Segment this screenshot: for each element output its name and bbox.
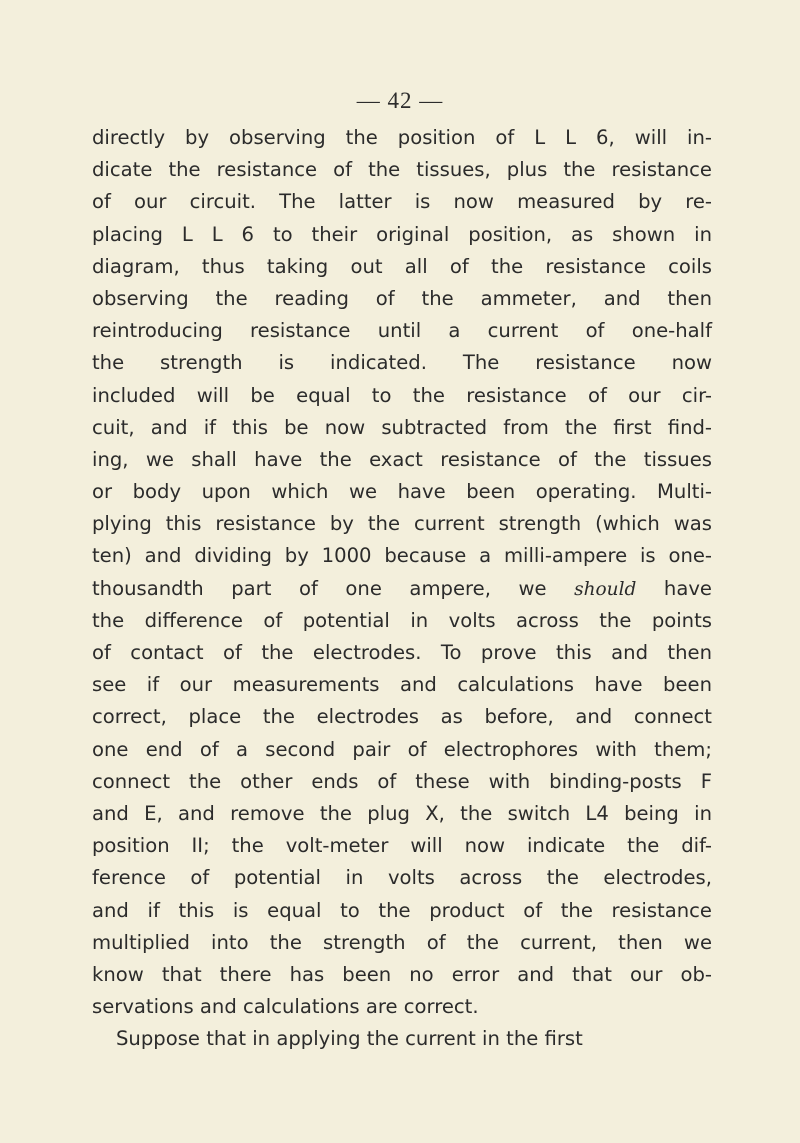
text-line: the strength is indicated. The resistance now — [92, 351, 712, 375]
text-line: see if our measurements and calculations have been — [92, 673, 712, 697]
page-number: — 42 — — [356, 88, 444, 113]
text-line: the difference of potential in volts across the points — [92, 608, 712, 632]
text-line: position II; the volt-meter will now indicate the dif- — [92, 834, 712, 858]
text-line: of contact of the electrodes. To prove this and then — [92, 641, 712, 664]
text-line: diagram, thus taking out all of the resistance coils — [92, 254, 712, 278]
paragraph-start-line: Suppose that in applying the current in the first — [116, 1027, 583, 1051]
body-text — [92, 122, 712, 1055]
text-line: ing, we shall have the exact resistance of the tissues — [92, 447, 712, 471]
text-line: multiplied into the strength of the current, then we — [92, 930, 712, 954]
text-line: observing the reading of the ammeter, and then — [92, 286, 712, 310]
text-line: or body upon which we have been operating. Multi- — [92, 480, 712, 504]
text-line-with-italic — [92, 573, 712, 605]
text-line: of our circuit. The latter is now measured by re- — [92, 190, 712, 214]
text-line: cuit, and if this be now subtracted from the first find- — [92, 415, 712, 439]
text-line: dicate the resistance of the tissues, plus the resistance — [92, 158, 712, 182]
text-segment: thousandth part of one ampere, we — [92, 576, 575, 600]
text-line: ten) and dividing by 1000 because a milli-ampere is one- — [92, 544, 712, 568]
text-line: placing L L 6 to their original position, as shown in — [92, 222, 712, 246]
text-segment: have — [636, 576, 712, 600]
text-line: reintroducing resistance until a current of one-half — [92, 319, 712, 343]
text-line: plying this resistance by the current strength (which was — [92, 512, 712, 536]
text-line: directly by observing the position of L L 6, will in- — [92, 126, 712, 149]
italic-word: should — [574, 578, 637, 600]
text-line: correct, place the electrodes as before, and connect — [92, 705, 712, 729]
paragraph-end-line: servations and calculations are correct. — [92, 995, 479, 1019]
text-line: and E, and remove the plug X, the switch L4 being in — [92, 801, 712, 825]
text-line: one end of a second pair of electrophores with them; — [92, 737, 712, 761]
text-line: know that there has been no error and that our ob- — [92, 962, 712, 986]
text-line: included will be equal to the resistance of our cir- — [92, 383, 712, 407]
text-line: connect the other ends of these with binding-posts F — [92, 769, 712, 793]
text-line: ference of potential in volts across the electrodes, — [92, 866, 712, 890]
text-line: and if this is equal to the product of the resistance — [92, 898, 712, 922]
